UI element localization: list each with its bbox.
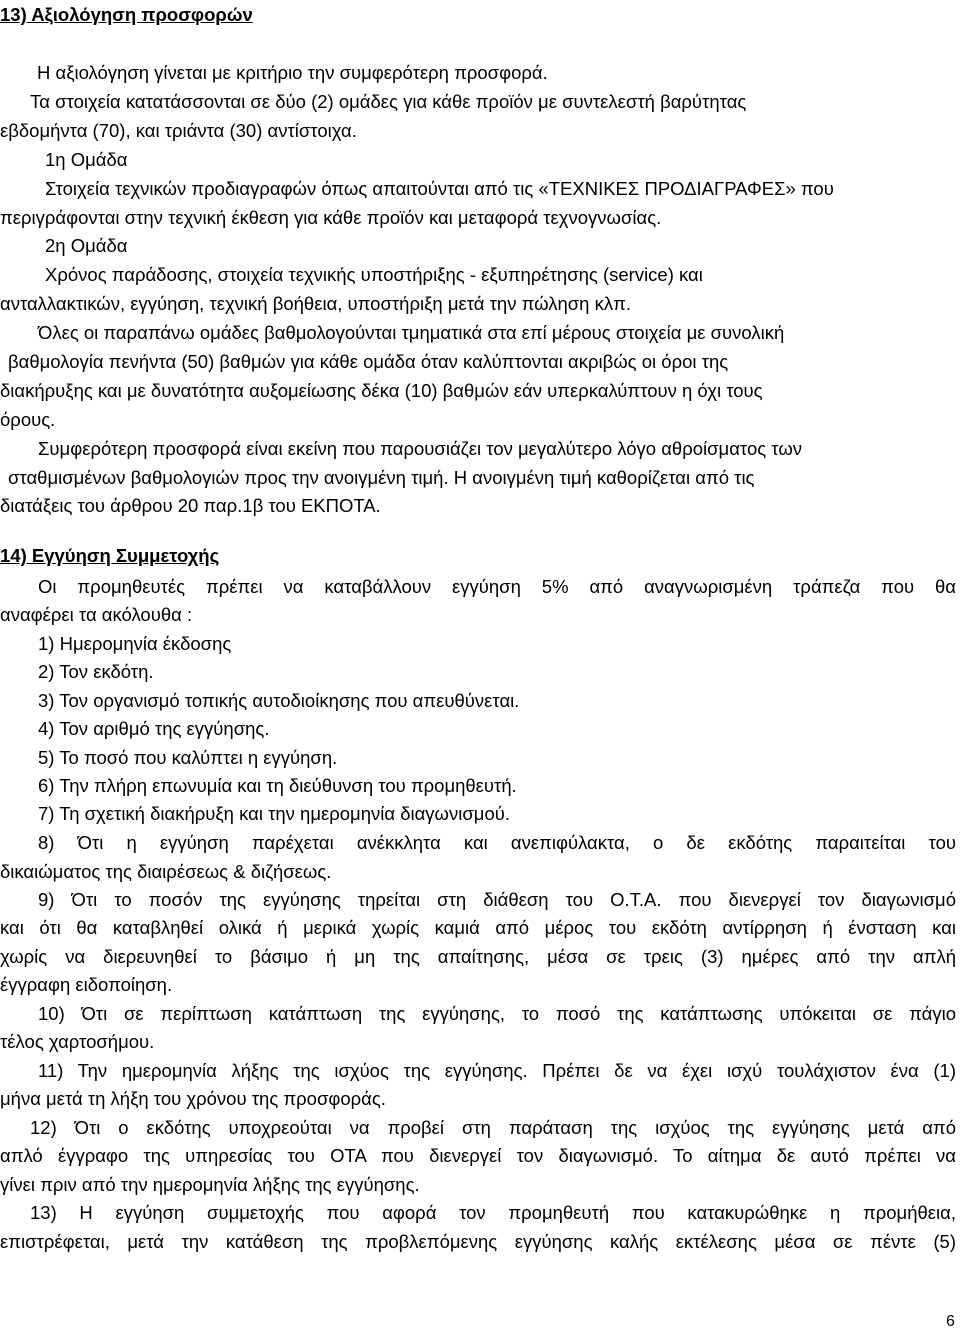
paragraph-line: περιγράφονται στην τεχνική έκθεση για κάθε προϊόν και μεταφορά τεχνογνωσίας. <box>0 207 662 228</box>
paragraph-line: ανταλλακτικών, εγγύηση, τεχνική βοήθεια, υποστήριξη μετά την πώληση κλπ. <box>0 293 631 314</box>
paragraph-line: Συμφερότερη προσφορά είναι εκείνη που παρουσιάζει τον μεγαλύτερο λόγο αθροίσματος των <box>38 438 803 459</box>
paragraph-line: εβδομήντα (70), και τριάντα (30) αντίστοιχα. <box>0 120 357 141</box>
paragraph-line: βαθμολογία πενήντα (50) βαθμών για κάθε ομάδα όταν καλύπτονται ακριβώς οι όροι της <box>8 351 729 372</box>
list-item: 6) Την πλήρη επωνυμία και τη διεύθυνση του προμηθευτή. <box>38 775 517 796</box>
list-item: 1) Ημερομηνία έκδοσης <box>38 633 232 654</box>
list-item-continuation: μήνα μετά τη λήξη του χρόνου της προσφοράς. <box>0 1088 386 1109</box>
list-item: 11) Την ημερομηνία λήξης της ισχύος της εγγύησης. Πρέπει δε να έχει ισχύ τουλάχιστον ένα (1) <box>38 1060 956 1081</box>
list-item: 10) Ότι σε περίπτωση κατάπτωση της εγγύησης, το ποσό της κατάπτωσης υπόκειται σε πάγιο <box>38 1003 956 1024</box>
list-item-continuation: απλό έγγραφο της υπηρεσίας του ΟΤΑ που διενεργεί τον διαγωνισμό. Το αίτημα δε αυτό πρέπει να <box>0 1145 956 1166</box>
list-item: 2) Τον εκδότη. <box>38 661 154 682</box>
page-number: 6 <box>946 1313 955 1330</box>
list-item-continuation: δικαιώματος της διαιρέσεως & διζήσεως. <box>0 861 332 882</box>
paragraph-line: διακήρυξης και με δυνατότητα αυξομείωσης δέκα (10) βαθμών εάν υπερκαλύπτουν η όχι τους <box>0 380 763 401</box>
list-item-continuation: επιστρέφεται, μετά την κατάθεση της προβλεπόμενης εγγύησης καλής εκτέλεσης μέσα σε πέντε (5) <box>0 1231 956 1252</box>
paragraph-line: Η αξιολόγηση γίνεται με κριτήριο την συμφερότερη προσφορά. <box>37 62 548 83</box>
paragraph-line: Τα στοιχεία κατατάσσονται σε δύο (2) ομάδες για κάθε προϊόν με συντελεστή βαρύτητας <box>30 91 747 112</box>
list-item: 9) Ότι το ποσόν της εγγύησης τηρείται στη διάθεση του Ο.Τ.Α. που διενεργεί τον διαγωνισμό <box>38 889 956 910</box>
group-2-label: 2η Ομάδα <box>45 235 128 256</box>
section-14-heading: 14) Εγγύηση Συμμετοχής <box>0 545 220 566</box>
list-item-continuation: έγγραφη ειδοποίηση. <box>0 974 173 995</box>
list-item: 12) Ότι ο εκδότης υποχρεούται να προβεί στη παράταση της ισχύος της εγγύησης μετά από <box>30 1117 956 1138</box>
section-13-heading: 13) Αξιολόγηση προσφορών <box>0 4 253 25</box>
group-1-label: 1η Ομάδα <box>45 149 128 170</box>
list-item: 8) Ότι η εγγύηση παρέχεται ανέκκλητα και ανεπιφύλακτα, ο δε εκδότης παραιτείται του <box>38 832 956 853</box>
list-item-continuation: τέλος χαρτοσήμου. <box>0 1031 155 1052</box>
list-item: 4) Τον αριθμό της εγγύησης. <box>38 718 270 739</box>
list-item-continuation: γίνει πριν από την ημερομηνία λήξης της εγγύησης. <box>0 1174 420 1195</box>
list-item-continuation: χωρίς να διερευνηθεί το βάσιμο ή μη της απαίτησης, μέσα σε τρεις (3) ημέρες από την απλή <box>0 946 956 967</box>
list-item: 3) Τον οργανισμό τοπικής αυτοδιοίκησης που απευθύνεται. <box>38 690 520 711</box>
list-item: 5) Το ποσό που καλύπτει η εγγύηση. <box>38 747 338 768</box>
paragraph-line: Χρόνος παράδοσης, στοιχεία τεχνικής υποστήριξης - εξυπηρέτησης (service) και <box>45 264 703 285</box>
paragraph-line: Στοιχεία τεχνικών προδιαγραφών όπως απαιτούνται από τις «ΤΕΧΝΙΚΕΣ ΠΡΟΔΙΑΓΡΑΦΕΣ» που <box>45 178 834 199</box>
list-item-continuation: και ότι θα καταβληθεί ολικά ή μερικά χωρίς καμιά από μέρος του εκδότη αντίρρηση ή ένσταση και <box>0 917 956 938</box>
paragraph-line: Όλες οι παραπάνω ομάδες βαθμολογούνται τμηματικά στα επί μέρους στοιχεία με συνολική <box>38 322 785 343</box>
paragraph-line: όρους. <box>0 409 56 430</box>
list-item: 7) Τη σχετική διακήρυξη και την ημερομηνία διαγωνισμού. <box>38 803 510 824</box>
paragraph-line: αναφέρει τα ακόλουθα : <box>0 604 193 625</box>
paragraph-line: διατάξεις του άρθρου 20 παρ.1β του ΕΚΠΟΤΑ. <box>0 495 381 516</box>
paragraph-line: σταθμισμένων βαθμολογιών προς την ανοιγμένη τιμή. Η ανοιγμένη τιμή καθορίζεται από τις <box>8 467 755 488</box>
paragraph-line: Οι προμηθευτές πρέπει να καταβάλλουν εγγύηση 5% από αναγνωρισμένη τράπεζα που θα <box>38 576 956 597</box>
list-item: 13) Η εγγύηση συμμετοχής που αφορά τον προμηθευτή που κατακυρώθηκε η προμήθεια, <box>30 1202 956 1223</box>
